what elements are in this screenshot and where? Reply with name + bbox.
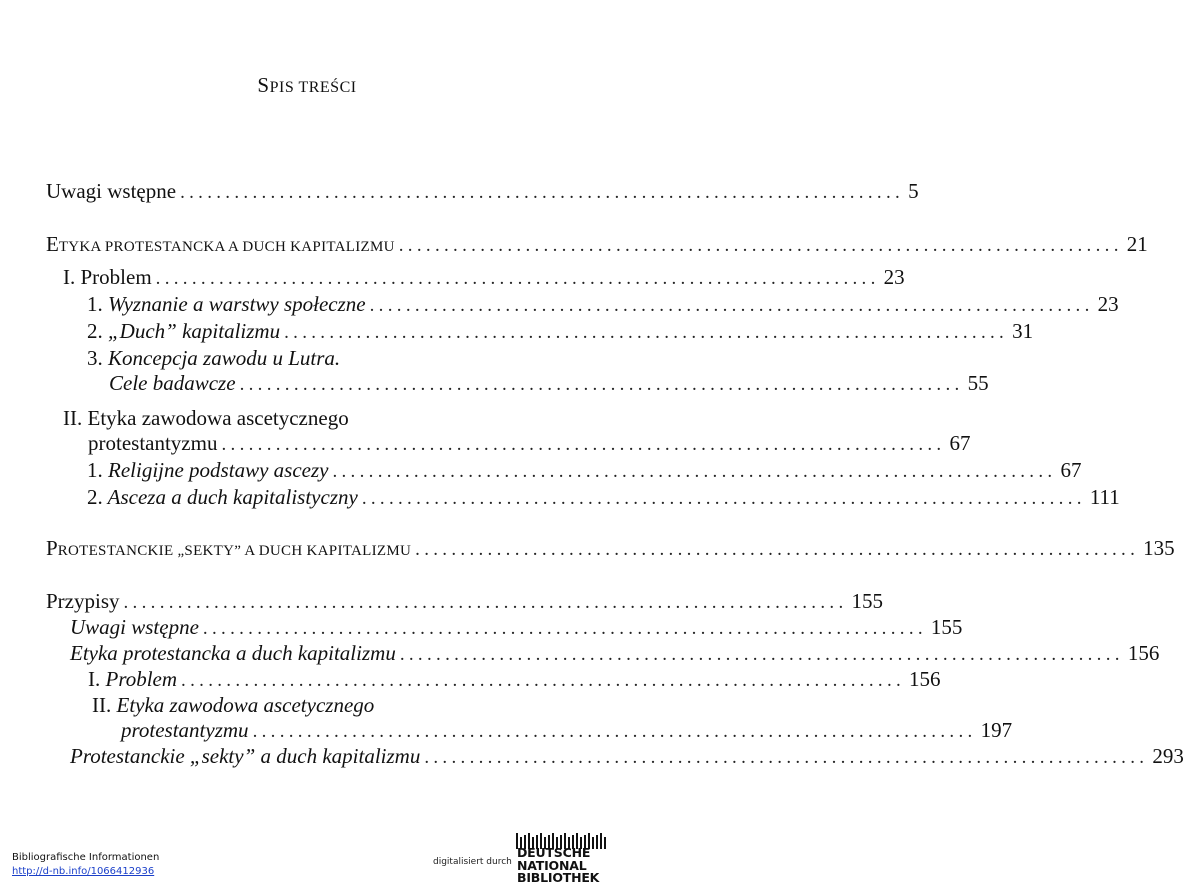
leader-dots: ................................................................................ [424,747,1149,768]
toc-entry-text: „Duch” kapitalizmu [108,319,281,343]
toc-entry-p-uwagi [70,614,963,640]
digitized-by-label: digitalisiert durch [433,857,512,867]
toc-entry-title [87,457,328,483]
small-caps-part: ROTESTANCKIE „SEKTY” A DUCH KAPITALIZMU [57,543,412,559]
toc-entry-text: I. Problem [63,265,152,289]
toc-entry-wyznanie [87,291,1119,317]
page-number: 197 [980,718,1013,742]
dnb-link[interactable]: http://d-nb.info/1066412936 [12,866,155,877]
toc-entry-etyka-zaw1 [63,405,580,431]
page-number: 23 [883,265,905,289]
toc-entry-title [88,666,177,692]
leader-dots: ................................................................................ [399,644,1124,665]
small-caps-part: TYKA PROTESTANCKA A DUCH KAPITALIZMU [58,239,395,255]
page-number: 293 [1152,744,1184,768]
toc-entry-title [70,743,420,769]
toc-entry-koncepcja2 [109,370,989,396]
toc-entry-title [87,345,340,371]
toc-entry-title [121,717,249,743]
page-number: 155 [930,615,963,639]
page-number: 67 [1060,458,1082,482]
page-number: 67 [949,431,971,455]
toc-entry-etyka [46,231,1148,257]
toc-entry-title [70,640,396,666]
dnb-bar [600,833,602,849]
toc-entry-number: II. [92,693,112,717]
toc-entry-number: 1. [87,458,103,482]
leader-dots: ................................................................................ [284,322,1009,343]
page-title [0,73,614,98]
toc-entry-text: Uwagi wstępne [46,179,177,203]
bibliographic-info-label: Bibliografische Informationen [12,852,160,863]
toc-entry-title [46,535,411,564]
toc-entry-text: Etyka zawodowa ascetycznego [116,693,375,717]
page-number: 111 [1089,485,1120,509]
dnb-bar [604,837,606,849]
dnb-wordmark [517,847,599,885]
toc-entry-text: protestantyzmu [121,718,249,742]
toc-entry-title [46,231,395,260]
toc-entry-title [87,291,366,317]
toc-entry-przypisy [46,588,883,614]
toc-entry-number: 2. [87,319,103,343]
bibliographic-info [12,851,159,879]
leader-dots: ................................................................................ [239,374,964,395]
toc-entry-title [63,264,152,290]
toc-entry-duch [87,318,1034,344]
toc-entry-asceza [87,484,1120,510]
toc-entry-sekty [46,535,1175,561]
title-first-letter: S [257,73,270,97]
page-number: 135 [1143,536,1175,560]
toc-entry-p-etyka-zaw1 [92,692,580,718]
toc-entry-text: Przypisy [46,589,120,613]
toc-entry-p-etyka-zaw2 [121,717,1013,743]
toc-entry-problem [63,264,905,290]
toc-entry-number: 1. [87,292,103,316]
leader-dots: ................................................................................ [252,721,977,742]
toc-entry-title [109,370,236,396]
leader-dots: ................................................................................ [155,268,880,289]
leader-dots: ................................................................................ [202,618,927,639]
toc-entry-uwagi [46,178,919,204]
toc-entry-text: Problem [105,667,178,691]
toc-entry-title [63,405,349,431]
toc-entry-p-problem [88,666,941,692]
toc-entry-koncepcja1 [87,345,580,371]
toc-entry-p-sekty [70,743,1184,769]
page-number: 5 [908,179,919,203]
toc-entry-title [92,692,374,718]
toc-entry-number: 2. [87,485,103,509]
leader-dots: ................................................................................ [361,488,1086,509]
toc-entry-number: I. [88,667,101,691]
toc-entry-text: Protestanckie „sekty” a duch kapitalizmu [70,744,421,768]
page-number: 23 [1097,292,1119,316]
leader-dots: ................................................................................ [332,461,1057,482]
page-number: 31 [1012,319,1034,343]
page-number: 155 [851,589,883,613]
page-number: 21 [1126,232,1148,256]
page-number: 156 [909,667,941,691]
page-number: 156 [1127,641,1160,665]
leader-dots: ................................................................................ [123,592,848,613]
toc-entry-title [88,430,217,456]
toc-entry-text: Religijne podstawy ascezy [108,458,329,482]
toc-entry-text: Etyka protestancka a duch kapitalizmu [70,641,396,665]
title-rest: PIS TREŚCI [269,79,357,96]
small-caps-part: P [46,536,58,560]
toc-entry-title [46,588,120,614]
toc-entry-title [87,318,280,344]
toc-entry-text: protestantyzmu [88,431,218,455]
toc-entry-p-etyka [70,640,1160,666]
toc-entry-text: II. Etyka zawodowa ascetycznego [63,406,349,430]
toc-entry-text: Uwagi wstępne [70,615,199,639]
toc-entry-text: Asceza a duch kapitalistyczny [107,485,358,509]
dnb-logo [516,833,610,887]
leader-dots: ................................................................................ [221,434,946,455]
leader-dots: ................................................................................ [180,182,905,203]
toc-entry-title [46,178,176,204]
toc-entry-title [87,484,358,510]
page-number: 55 [967,371,989,395]
leader-dots: ................................................................................ [181,670,906,691]
dnb-line-2: NATIONAL [517,857,587,873]
toc-entry-text: Cele badawcze [109,371,236,395]
leader-dots: ................................................................................ [398,235,1123,256]
dnb-line-3: BIBLIOTHEK [517,870,600,885]
dnb-line-1: DEUTSCHE [517,845,591,860]
toc-entry-etyka-zaw2 [88,430,971,456]
leader-dots: ................................................................................ [369,295,1094,316]
toc-entry-text: Wyznanie a warstwy społeczne [108,292,366,316]
toc-entry-number: 3. [87,346,103,370]
leader-dots: ................................................................................ [415,539,1140,560]
small-caps-part: E [46,232,59,256]
toc-entry-religijne [87,457,1082,483]
toc-entry-title [70,614,199,640]
toc-entry-text: Koncepcja zawodu u Lutra. [108,346,341,370]
